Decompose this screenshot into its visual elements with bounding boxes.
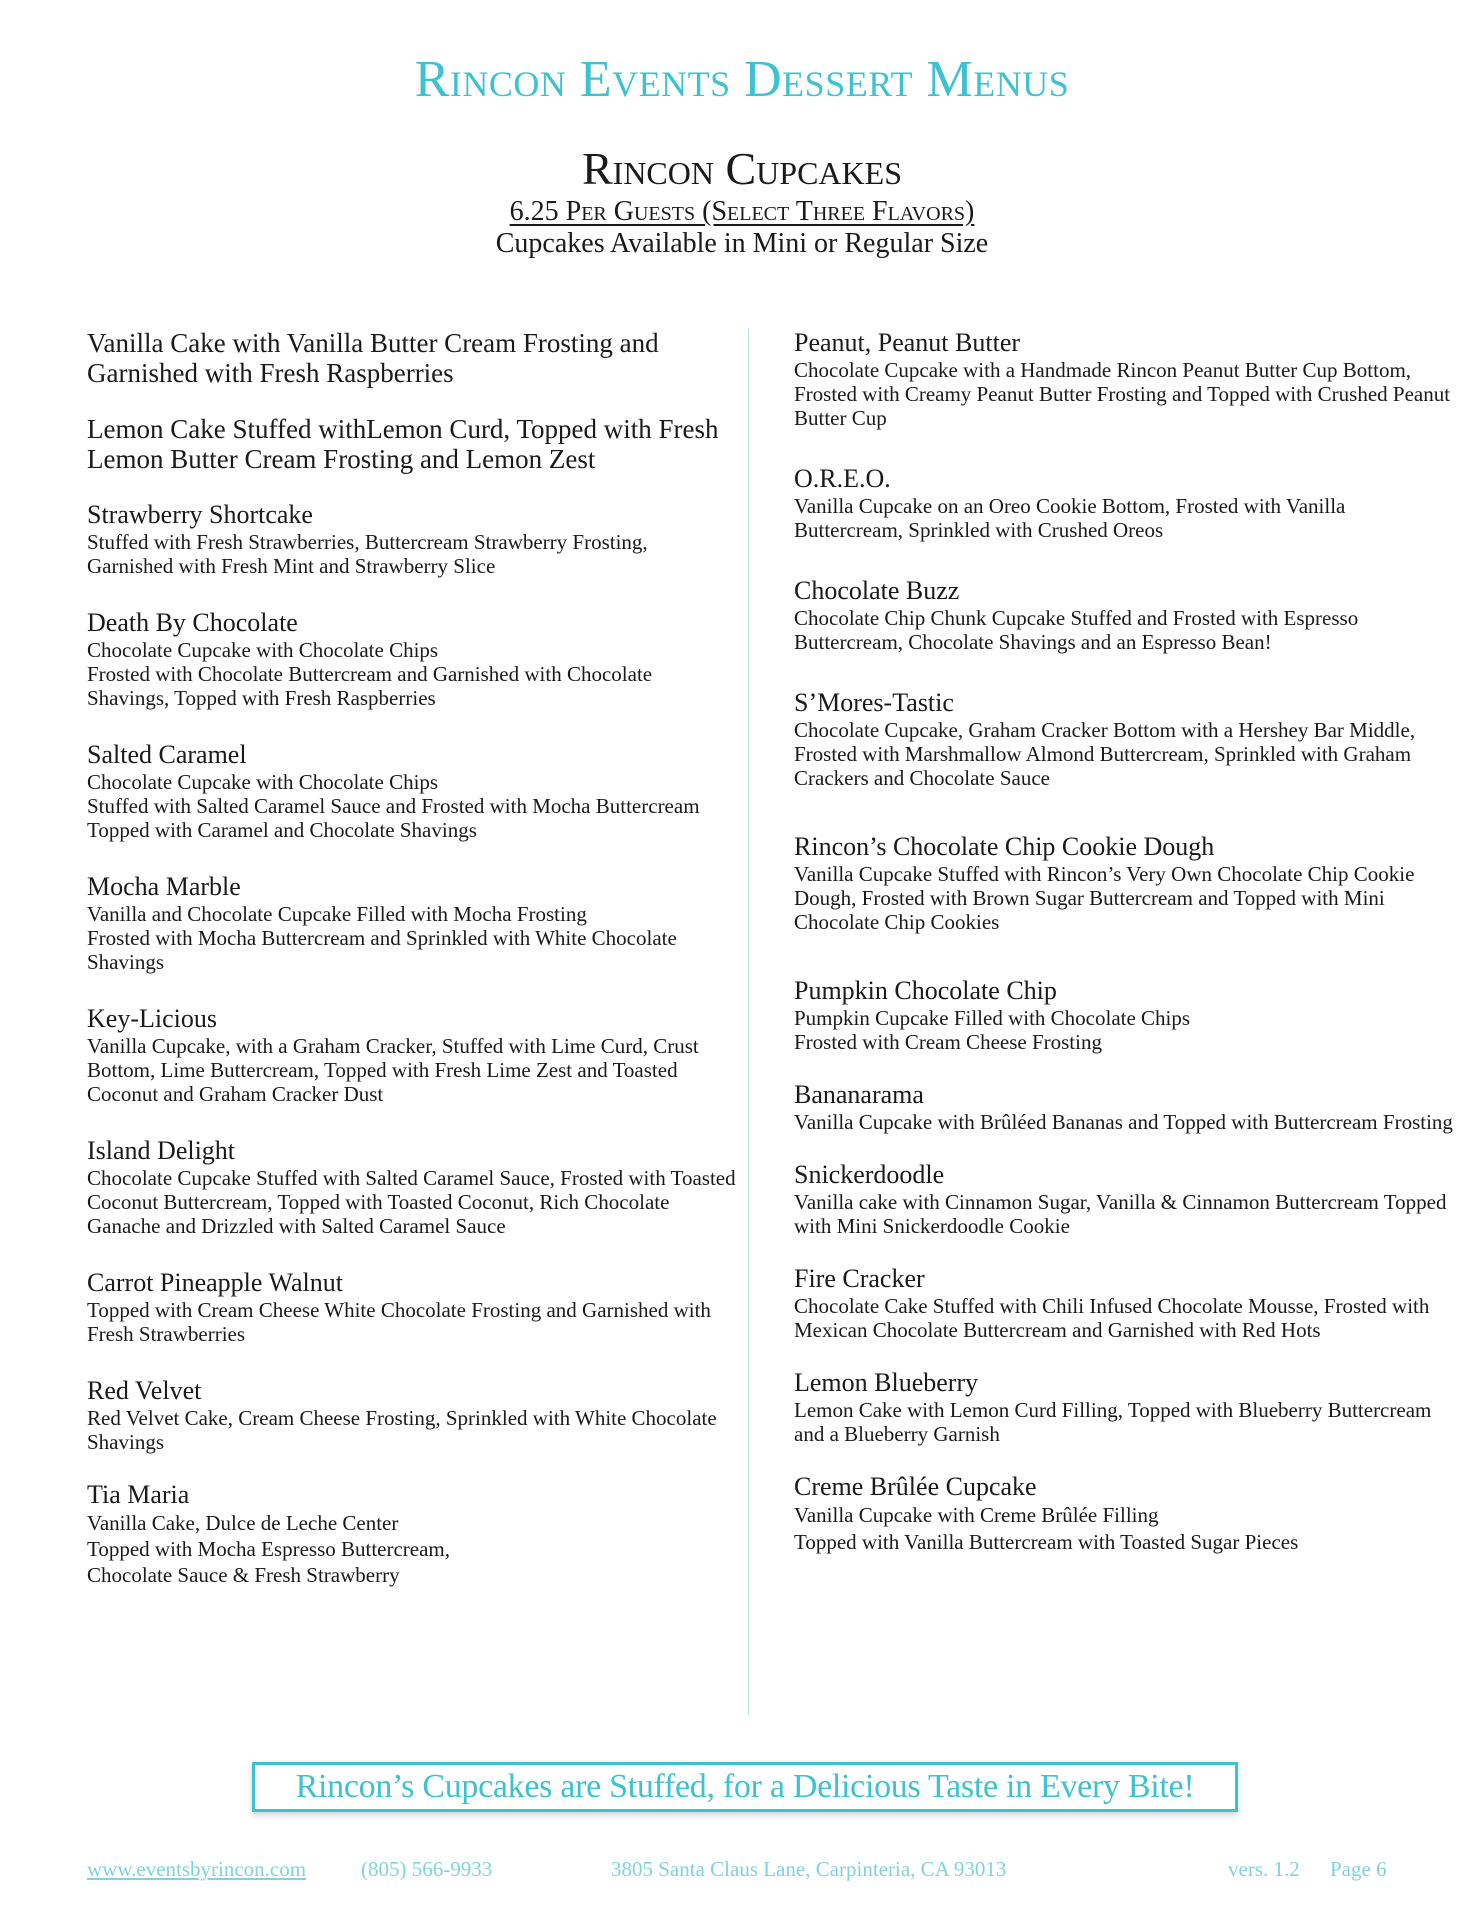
menu-item-description: Chocolate Chip Chunk Cupcake Stuffed and Frosted with Espresso Buttercream, Chocolate Shavings and an Espresso Bean! [794, 606, 1359, 654]
menu-item [794, 328, 1454, 430]
menu-item [87, 1268, 737, 1346]
menu-item [87, 608, 737, 710]
website-link[interactable]: www.eventsbyrincon.com [87, 1857, 307, 1881]
menu-item-name: Island Delight [87, 1136, 236, 1165]
menu-item-name: Carrot Pineapple Walnut [87, 1268, 343, 1297]
menu-item-name: Key-Licious [87, 1004, 217, 1033]
address: 3805 Santa Claus Lane, Carpinteria, CA 93013 [611, 1857, 1007, 1881]
menu-item [87, 740, 737, 842]
menu-item [87, 328, 737, 388]
menu-item-name: Mocha Marble [87, 872, 241, 901]
menu-item-name: Death By Chocolate [87, 608, 298, 637]
menu-item-name: Bananarama [794, 1080, 924, 1109]
menu-item-description: Chocolate Cupcake Stuffed with Salted Caramel Sauce, Frosted with Toasted Coconut Buttercream, Topped with Toasted Coconut, Rich Chocolate Ganache and Drizzled with Salted Caramel Sauce [87, 1166, 736, 1238]
page-number: Page 6 [1330, 1857, 1387, 1881]
menu-item-description: Topped with Cream Cheese White Chocolate Frosting and Garnished with Fresh Strawberries [87, 1298, 711, 1346]
menu-item-name: Lemon Blueberry [794, 1368, 979, 1397]
menu-item-description: Vanilla and Chocolate Cupcake Filled with Mocha Frosting Frosted with Mocha Buttercream and Sprinkled with White Chocolate Shavings [87, 902, 677, 974]
menu-item-name: Salted Caramel [87, 740, 247, 769]
menu-item [794, 464, 1454, 542]
menu-item-description: Chocolate Cupcake with Chocolate Chips Stuffed with Salted Caramel Sauce and Frosted with Mocha Buttercream Topped with Caramel and Chocolate Shavings [87, 770, 700, 842]
menu-item [794, 1264, 1454, 1342]
menu-item-description: Vanilla Cupcake on an Oreo Cookie Bottom, Frosted with Vanilla Buttercream, Sprinkled with Crushed Oreos [794, 494, 1346, 542]
menu-item-name: Pumpkin Chocolate Chip [794, 976, 1057, 1005]
right-menu-column [794, 328, 1454, 1556]
menu-item-description: Chocolate Cupcake, Graham Cracker Bottom with a Hershey Bar Middle, Frosted with Marshmallow Almond Buttercream, Sprinkled with Graham Crackers and Chocolate Sauce [794, 718, 1416, 790]
menu-item-name: Lemon Cake Stuffed withLemon Curd, Topped with Fresh Lemon Butter Cream Frosting and Lemon Zest [87, 414, 719, 474]
menu-item [87, 500, 737, 578]
menu-item [794, 832, 1454, 934]
menu-item-description: Vanilla Cupcake with Brûléed Bananas and Topped with Buttercream Frosting [794, 1110, 1453, 1134]
menu-item-name: S’Mores-Tastic [794, 688, 954, 717]
menu-item [794, 1160, 1454, 1238]
menu-item [87, 1136, 737, 1238]
menu-item-name: Strawberry Shortcake [87, 500, 313, 529]
menu-item [87, 1004, 737, 1106]
menu-item-description: Chocolate Cake Stuffed with Chili Infused Chocolate Mousse, Frosted with Mexican Chocolate Buttercream and Garnished with Red Hots [794, 1294, 1430, 1342]
menu-item [794, 576, 1454, 654]
pricing-line: 6.25 Per Guests (Select Three Flavors) [509, 196, 975, 227]
menu-item-description: Vanilla Cupcake Stuffed with Rincon’s Very Own Chocolate Chip Cookie Dough, Frosted with Brown Sugar Buttercream and Topped with Mini Chocolate Chip Cookies [794, 862, 1415, 934]
menu-item-name: Peanut, Peanut Butter [794, 328, 1021, 357]
page-title: Rincon Events Dessert Menus [414, 51, 1070, 108]
section-title: Rincon Cupcakes [581, 143, 902, 194]
menu-item [794, 1472, 1454, 1556]
availability-line: Cupcakes Available in Mini or Regular Size [495, 228, 989, 259]
menu-item-description: Pumpkin Cupcake Filled with Chocolate Chips Frosted with Cream Cheese Frosting [794, 1006, 1191, 1054]
menu-item [794, 1080, 1454, 1134]
menu-item [794, 1368, 1454, 1446]
phone-number: (805) 566-9933 [361, 1857, 493, 1881]
left-menu-column [87, 328, 737, 1588]
menu-item-name: Tia Maria [87, 1480, 190, 1509]
menu-item-description: Chocolate Cupcake with a Handmade Rincon Peanut Butter Cup Bottom, Frosted with Creamy Peanut Butter Frosting and Topped with Crushed Peanut Butter Cup [794, 358, 1451, 430]
menu-item-name: Fire Cracker [794, 1264, 925, 1293]
menu-item-description: Red Velvet Cake, Cream Cheese Frosting, Sprinkled with White Chocolate Shavings [87, 1406, 717, 1454]
menu-item [87, 1480, 737, 1588]
menu-item-description: Vanilla Cupcake with Creme Brûlée Filling Topped with Vanilla Buttercream with Toasted Sugar Pieces [794, 1503, 1299, 1554]
menu-item-description: Vanilla Cupcake, with a Graham Cracker, Stuffed with Lime Curd, Crust Bottom, Lime Buttercream, Topped with Fresh Lime Zest and Toasted Coconut and Graham Cracker Dust [87, 1034, 699, 1106]
menu-item-name: Vanilla Cake with Vanilla Butter Cream Frosting and Garnished with Fresh Raspberries [87, 328, 659, 388]
menu-item-description: Stuffed with Fresh Strawberries, Buttercream Strawberry Frosting, Garnished with Fresh Mint and Strawberry Slice [87, 530, 648, 578]
menu-item [794, 976, 1454, 1054]
menu-item [794, 688, 1454, 790]
menu-item-name: O.R.E.O. [794, 464, 891, 493]
menu-item-description: Chocolate Cupcake with Chocolate Chips Frosted with Chocolate Buttercream and Garnished with Chocolate Shavings, Topped with Fresh Raspberries [87, 638, 653, 710]
menu-item [87, 1376, 737, 1454]
menu-item-name: Snickerdoodle [794, 1160, 945, 1189]
menu-item-description: Lemon Cake with Lemon Curd Filling, Topped with Blueberry Buttercream and a Blueberry Garnish [794, 1398, 1432, 1446]
column-divider [748, 328, 749, 1715]
slogan-banner: Rincon’s Cupcakes are Stuffed, for a Delicious Taste in Every Bite! [252, 1762, 1238, 1812]
menu-item [87, 414, 737, 474]
menu-item-name: Rincon’s Chocolate Chip Cookie Dough [794, 832, 1215, 861]
menu-item-name: Red Velvet [87, 1376, 202, 1405]
menu-item-name: Creme Brûlée Cupcake [794, 1472, 1037, 1501]
menu-item-name: Chocolate Buzz [794, 576, 960, 605]
menu-item-description: Vanilla Cake, Dulce de Leche Center Topped with Mocha Espresso Buttercream, Chocolate Sauce & Fresh Strawberry [87, 1511, 451, 1587]
menu-item-description: Vanilla cake with Cinnamon Sugar, Vanilla & Cinnamon Buttercream Topped with Mini Snickerdoodle Cookie [794, 1190, 1447, 1238]
version-label: vers. 1.2 [1228, 1857, 1300, 1881]
menu-item [87, 872, 737, 974]
